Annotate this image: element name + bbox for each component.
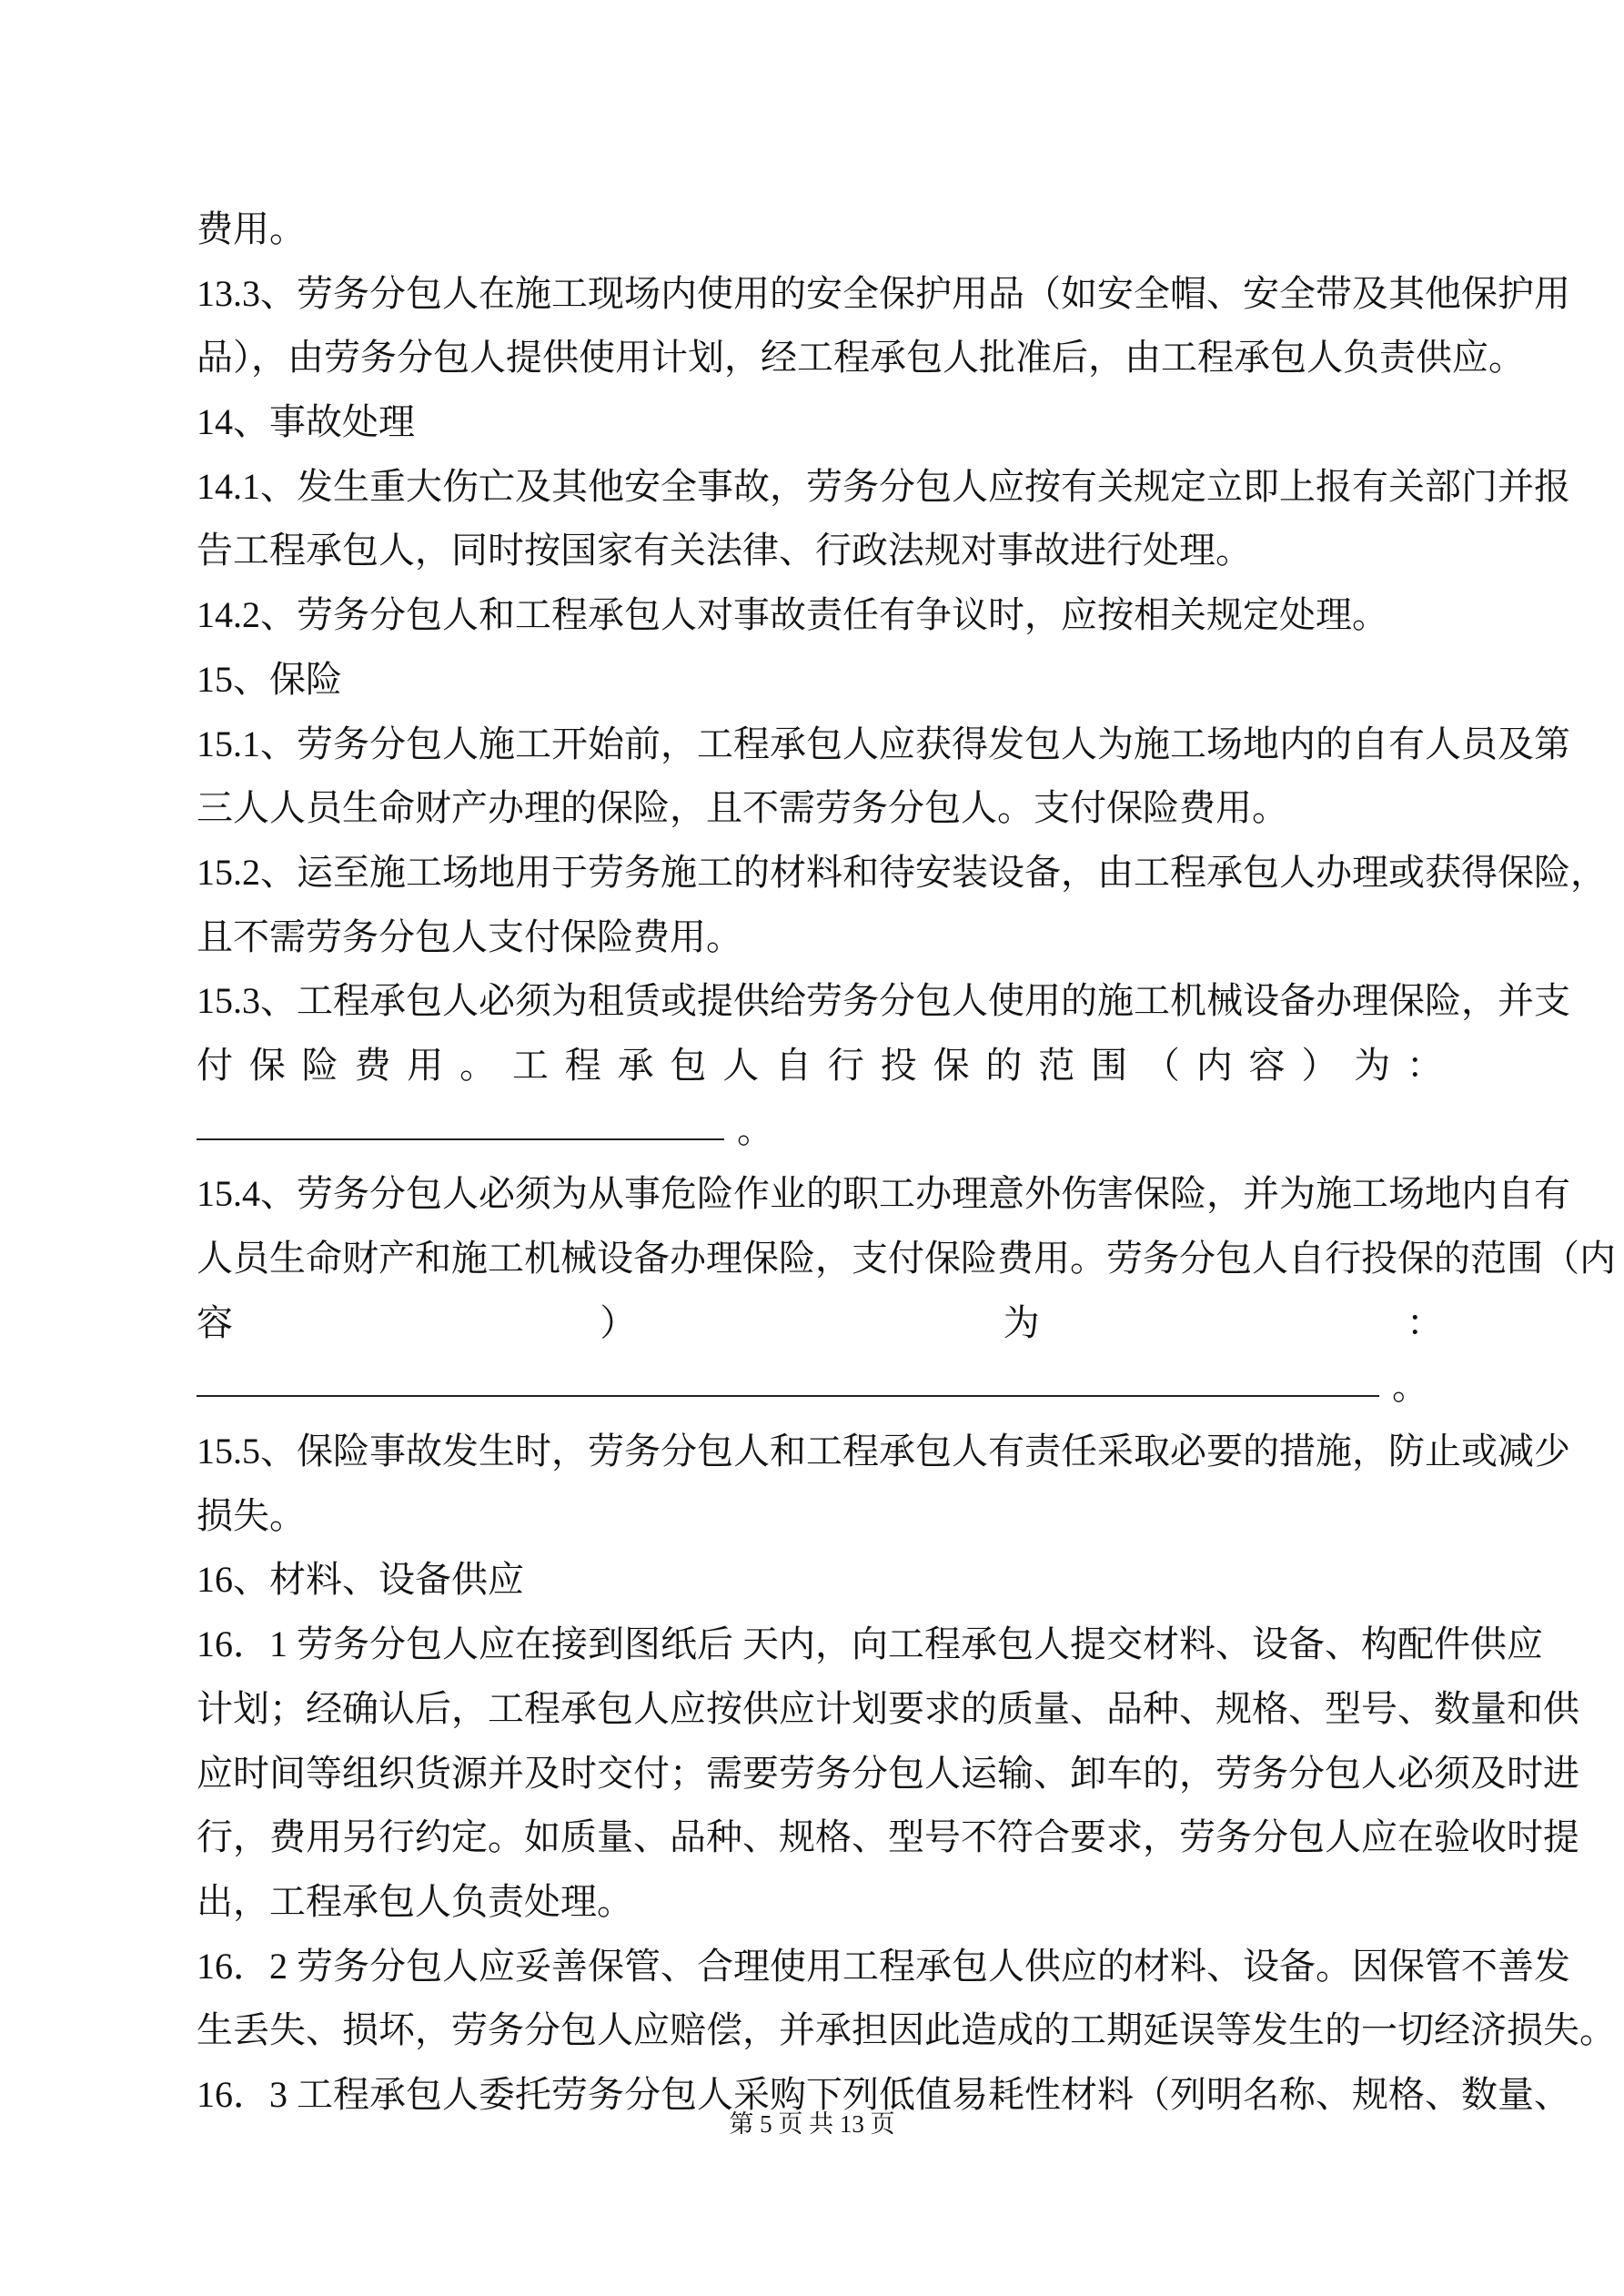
text-line: 16．2 劳务分包人应妥善保管、合理使用工程承包人供应的材料、设备。因保管不善发 [197,1945,1570,1987]
text-fragment: 。 [737,1108,773,1150]
text-fragment: ： [1406,1301,1443,1343]
text-line: 16．3 工程承包人委托劳务分包人采购下列低值易耗性材料（列明名称、规格、数量、 [197,2073,1570,2115]
text-line: 三人人员生命财产办理的保险，且不需劳务分包人。支付保险费用。 [197,787,1288,829]
blank-underline [197,1098,724,1140]
fill-in-line [197,1098,1443,1163]
text-line: 14.1、发生重大伤亡及其他安全事故，劳务分包人应按有关规定立即上报有关部门并报 [197,465,1570,507]
page-number-footer: 第 5 页 共 13 页 [729,2110,895,2138]
text-line: 且不需劳务分包人支付保险费用。 [197,915,742,957]
document-body [197,197,1616,2128]
section-heading: 15、保险 [197,658,342,700]
text-line: 出，工程承包人负责处理。 [197,1880,633,1922]
text-line: 15.3、工程承包人必须为租赁或提供给劳务分包人使用的施工机械设备办理保险，并支 [197,980,1570,1022]
text-line: 计划；经确认后，工程承包人应按供应计划要求的质量、品种、规格、型号、数量和供 [197,1687,1579,1729]
text-line: 15.2、运至施工场地用于劳务施工的材料和待安装设备，由工程承包人办理或获得保险， [197,851,1607,893]
text-line: 15.4、劳务分包人必须为从事危险作业的职工办理意外伤害保险，并为施工场地内自有 [197,1173,1570,1215]
section-heading: 14、事故处理 [197,401,415,443]
text-line: 13.3、劳务分包人在施工现场内使用的安全保护用品（如安全帽、安全带及其他保护用 [197,272,1570,314]
text-fragment: 容 [197,1301,233,1343]
text-line: 应时间等组织货源并及时交付；需要劳务分包人运输、卸车的，劳务分包人必须及时进 [197,1752,1579,1794]
text-line: 付保险费用。工程承包人自行投保的范围（内容）为： [197,1044,1443,1086]
text-fragment: 。 [1392,1366,1428,1408]
text-line: 品），由劳务分包人提供使用计划，经工程承包人批准后，由工程承包人负责供应。 [197,337,1525,379]
text-line: 告工程承包人，同时按国家有关法律、行政法规对事故进行处理。 [197,530,1252,571]
text-line: 14.2、劳务分包人和工程承包人对事故责任有争议时，应按相关规定处理。 [197,594,1388,636]
text-line: 费用。 [197,208,306,249]
section-heading: 16、材料、设备供应 [197,1559,524,1601]
blank-underline [197,1355,1379,1397]
text-line: 16．1 劳务分包人应在接到图纸后 天内，向工程承包人提交材料、设备、构配件供应 [197,1623,1543,1665]
fill-in-line [197,1355,1443,1420]
text-line: 15.1、劳务分包人施工开始前，工程承包人应获得发包人为施工场地内的自有人员及第 [197,723,1570,764]
text-fragment: ） [600,1301,637,1343]
text-line: 损失。 [197,1494,306,1536]
text-line: 15.5、保险事故发生时，劳务分包人和工程承包人有责任采取必要的措施，防止或减少 [197,1431,1570,1472]
text-line [197,1291,1443,1356]
text-fragment: 为 [1003,1301,1040,1343]
text-line: 生丢失、损坏，劳务分包人应赔偿，并承担因此造成的工期延误等发生的一切经济损失。 [197,2009,1616,2051]
text-line: 行，费用另行约定。如质量、品种、规格、型号不符合要求，劳务分包人应在验收时提 [197,1816,1579,1858]
text-line: 人员生命财产和施工机械设备办理保险，支付保险费用。劳务分包人自行投保的范围（内 [197,1238,1616,1279]
